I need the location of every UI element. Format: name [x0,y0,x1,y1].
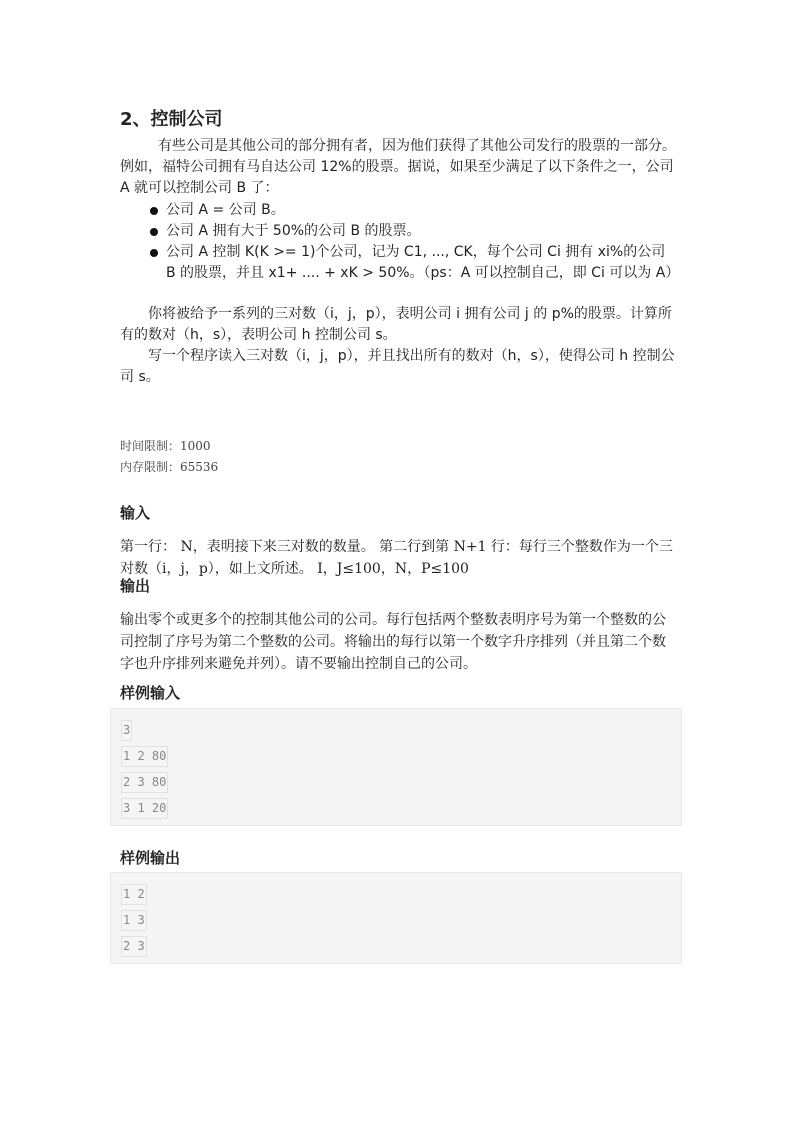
code-line: 1 2 80 [121,746,168,767]
list-item [120,200,676,221]
condition-text: 公司 A 控制 K(K >= 1)个公司，记为 C1, ..., CK，每个公司 Ci 拥有 xi%的公司 B 的股票，并且 x1+ .... + xK > 50%。（ps：A 可以控制自己，即 Ci 可以为 A） [166,244,680,281]
sample-input-heading: 样例输入 [120,684,181,702]
bullet-icon [150,228,158,236]
code-line: 3 [121,720,132,741]
bullet-icon [150,249,158,257]
input-heading: 输入 [120,504,151,522]
condition-text: 公司 A = 公司 B。 [166,202,285,218]
list-item [120,221,676,242]
sample-output-box [110,872,682,964]
program-paragraph: 写一个程序读入三对数（i，j，p），并且找出所有的数对（h，s），使得公司 h 控制公司 s。 [120,348,675,385]
code-line: 2 3 [121,936,147,957]
sample-output-heading: 样例输出 [120,849,181,867]
bullet-icon [150,207,158,215]
condition-list [120,200,680,284]
sample-input-box [110,708,682,826]
list-item [120,242,680,284]
page-title: 2、控制公司 [120,109,223,130]
code-line: 2 3 80 [121,772,168,793]
output-description: 输出零个或更多个的控制其他公司的公司。每行包括两个整数表明序号为第一个整数的公司控制了序号为第二个整数的公司。将输出的每行以第一个数字升序排列（并且第二个数字也升序排列来避免并列）。请不要输出控制自己的公司。 [120,612,666,672]
output-heading: 输出 [120,577,151,595]
memory-limit: 内存限制：65536 [120,460,219,474]
limits-block [120,436,218,478]
time-limit: 时间限制：1000 [120,439,211,453]
code-line: 1 3 [121,910,147,931]
condition-text: 公司 A 拥有大于 50%的公司 B 的股票。 [166,223,421,239]
code-line: 1 2 [121,884,147,905]
code-line: 3 1 20 [121,798,168,819]
intro-paragraph: 有些公司是其他公司的部分拥有者，因为他们获得了其他公司发行的股票的一部分。例如，福特公司拥有马自达公司 12%的股票。据说，如果至少满足了以下条件之一，公司 A 就可以控制公司 B 了： [120,138,676,196]
task-paragraph: 你将被给予一系列的三对数（i，j，p），表明公司 i 拥有公司 j 的 p%的股票。计算所有的数对（h，s），表明公司 h 控制公司 s。 [120,306,672,343]
input-description: 第一行： N，表明接下来三对数的数量。 第二行到第 N+1 行：每行三个整数作为一个三对数（i，j，p），如上文所述。 I，J≤100，N，P≤100 [120,539,673,577]
